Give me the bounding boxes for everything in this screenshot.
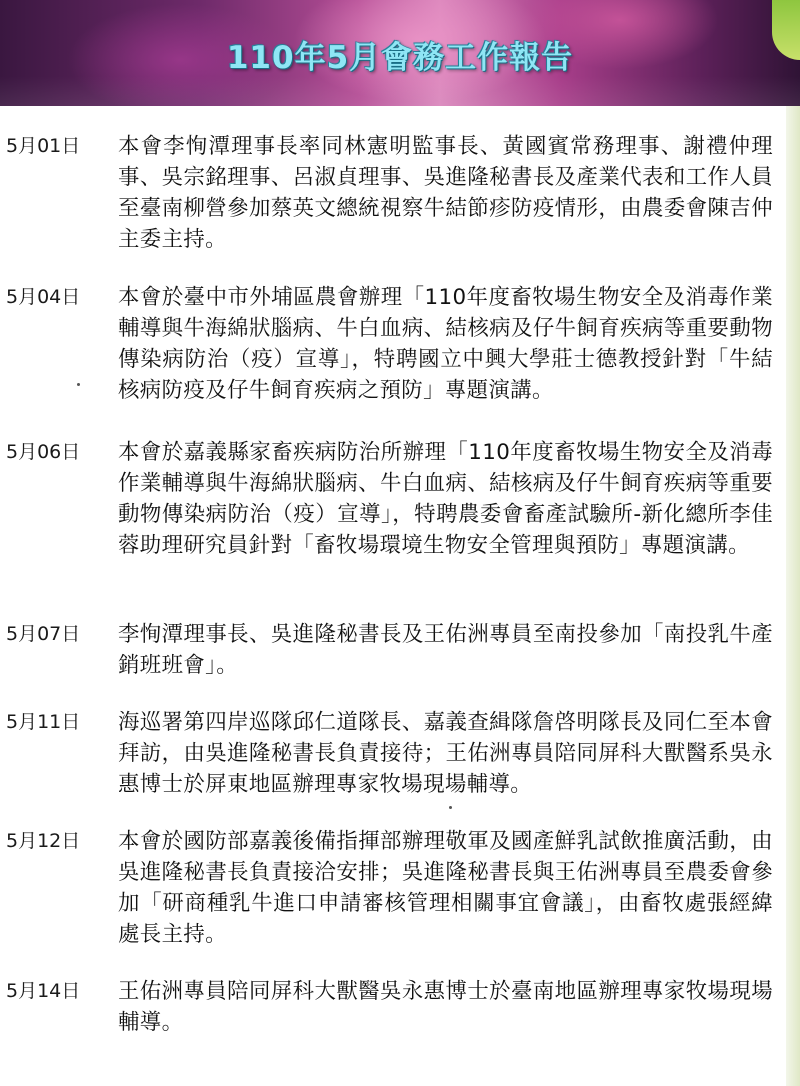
page-title: 110年5月會務工作報告	[226, 40, 574, 76]
speck-decoration	[77, 383, 80, 386]
entry-text: 本會於嘉義縣家畜疾病防治所辦理「110年度畜牧場生物安全及消毒作業輔導與牛海綿狀腦病、牛白血病、結核病及仔牛飼育疾病等重要動物傳染病防治（疫）宣導」，特聘農委會畜產試驗所-新化總所李佳蓉助理研究員針對「畜牧場環境生物安全管理與預防」專題演講。	[118, 440, 773, 558]
entry-date: 5月01日	[6, 135, 81, 157]
entry-text: 本會於國防部嘉義後備指揮部辦理敬軍及國產鮮乳試飲推廣活動，由吳進隆秘書長負責接洽安排；吳進隆秘書長與王佑洲專員至農委會參加「研商種乳牛進口申請審核管理相關事宜會議」，由畜牧處張經緯處長主持。	[118, 829, 773, 947]
entry-date: 5月07日	[6, 623, 81, 645]
entry-date: 5月12日	[6, 830, 81, 852]
entry-text: 海巡署第四岸巡隊邱仁道隊長、嘉義查緝隊詹啓明隊長及同仁至本會拜訪，由吳進隆秘書長負責接待；王佑洲專員陪同屏科大獸醫系吳永惠博士於屏東地區辦理專家牧場現場輔導。	[118, 710, 773, 797]
entry-date: 5月06日	[6, 441, 81, 463]
speck-decoration	[449, 806, 452, 809]
entry-date: 5月14日	[6, 980, 81, 1002]
entry-text: 王佑洲專員陪同屏科大獸醫吳永惠博士於臺南地區辦理專家牧場現場輔導。	[118, 979, 773, 1035]
entry-text: 李恂潭理事長、吳進隆秘書長及王佑洲專員至南投參加「南投乳牛產銷班班會」。	[118, 622, 773, 678]
entry-date: 5月04日	[6, 286, 81, 308]
entry-text: 本會李恂潭理事長率同林憲明監事長、黃國賓常務理事、謝禮仲理事、吳宗銘理事、呂淑貞理事、吳進隆秘書長及產業代表和工作人員至臺南柳營參加蔡英文總統視察牛結節疹防疫情形，由農委會陳吉仲主委主持。	[118, 134, 773, 252]
entry-text: 本會於臺中市外埔區農會辦理「110年度畜牧場生物安全及消毒作業輔導與牛海綿狀腦病、牛白血病、結核病及仔牛飼育疾病等重要動物傳染病防治（疫）宣導」，特聘國立中興大學莊士德教授針對「牛結核病防疫及仔牛飼育疾病之預防」專題演講。	[118, 285, 773, 403]
entry-date: 5月11日	[6, 711, 81, 733]
